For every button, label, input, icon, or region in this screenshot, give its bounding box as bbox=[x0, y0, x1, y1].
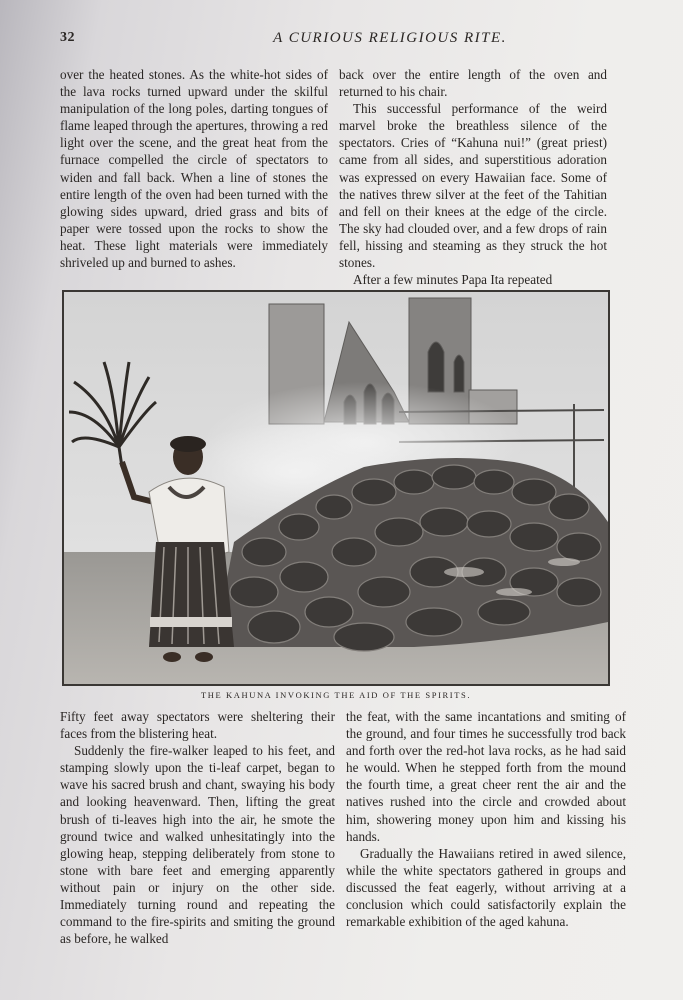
column-bottom-right bbox=[346, 708, 626, 930]
paragraph: over the heated stones. As the white-hot sides of the lava rocks turned upward under the skilful manipulation of the long poles, darting tongues of flame leaped through the apertures, throwing a red light over the scene, and the great heat from the furnace compelled the circle of spectators to widen and fall back. When a line of stones the entire length of the oven had been turned with the glowing sides upward, dried grass and bits of paper were tossed upon the rocks to show the heat. These light materials were immediately shriveled up and burned to ashes. bbox=[60, 67, 328, 271]
paragraph: Suddenly the fire-walker leaped to his feet, and stamping slowly upon the ti-leaf carpet, began to wave his sacred brush and chant, swaying his body and looking heavenward. Then, lifting the great brush of ti-leaves high into the air, he smote the ground twice and walked unhesitatingly into the glowing heap, stepping deliberately from stone to stone with bare feet and emerging apparently without pain or injury on the other side. Immediately turning round and repeating the command to the fire-spirits and smiting the ground as before, he walked bbox=[60, 743, 335, 947]
page-header bbox=[60, 30, 630, 52]
paragraph: This successful performance of the weird marvel broke the breathless silence of the spectators. Cries of “Kahuna nui!” (great priest) came from all sides, and superstitious adoration was expressed on every Hawaiian face. Some of the natives threw silver at the feet of the Tahitian and fell on their knees at the edge of the circle. The sky had clouded over, and a few drops of rain fell, hissing and steaming as they struck the hot stones. bbox=[339, 101, 607, 271]
paragraph: the feat, with the same incantations and smiting of the ground, and four times he successfully trod back and forth over the red-hot lava rocks, as he had said he would. When he stepped forth from the mound the fourth time, a great cheer rent the air and the natives rushed into the circle and crowded about him, showering money upon him and kissing his hands. bbox=[346, 709, 626, 844]
paragraph: Gradually the Hawaiians retired in awed silence, while the white spectators gathered in groups and discussed the feat eagerly, without arriving at a conclusion which could satisfactorily explain the remarkable exhibition of the aged kahuna. bbox=[346, 845, 626, 930]
photograph-kahuna bbox=[62, 290, 610, 686]
figure-caption: THE KAHUNA INVOKING THE AID OF THE SPIRITS. bbox=[200, 690, 472, 700]
paragraph: back over the entire length of the oven and returned to his chair. bbox=[339, 67, 607, 100]
paragraph: Fifty feet away spectators were sheltering their faces from the blistering heat. bbox=[60, 709, 335, 742]
page-number: 32 bbox=[60, 30, 75, 45]
running-title: A CURIOUS RELIGIOUS RITE. bbox=[273, 30, 507, 46]
photograph-illustration bbox=[64, 292, 608, 684]
column-top-left bbox=[60, 66, 328, 271]
column-top-right bbox=[339, 66, 607, 288]
column-bottom-left bbox=[60, 708, 335, 947]
paragraph: After a few minutes Papa Ita repeated bbox=[353, 272, 553, 288]
